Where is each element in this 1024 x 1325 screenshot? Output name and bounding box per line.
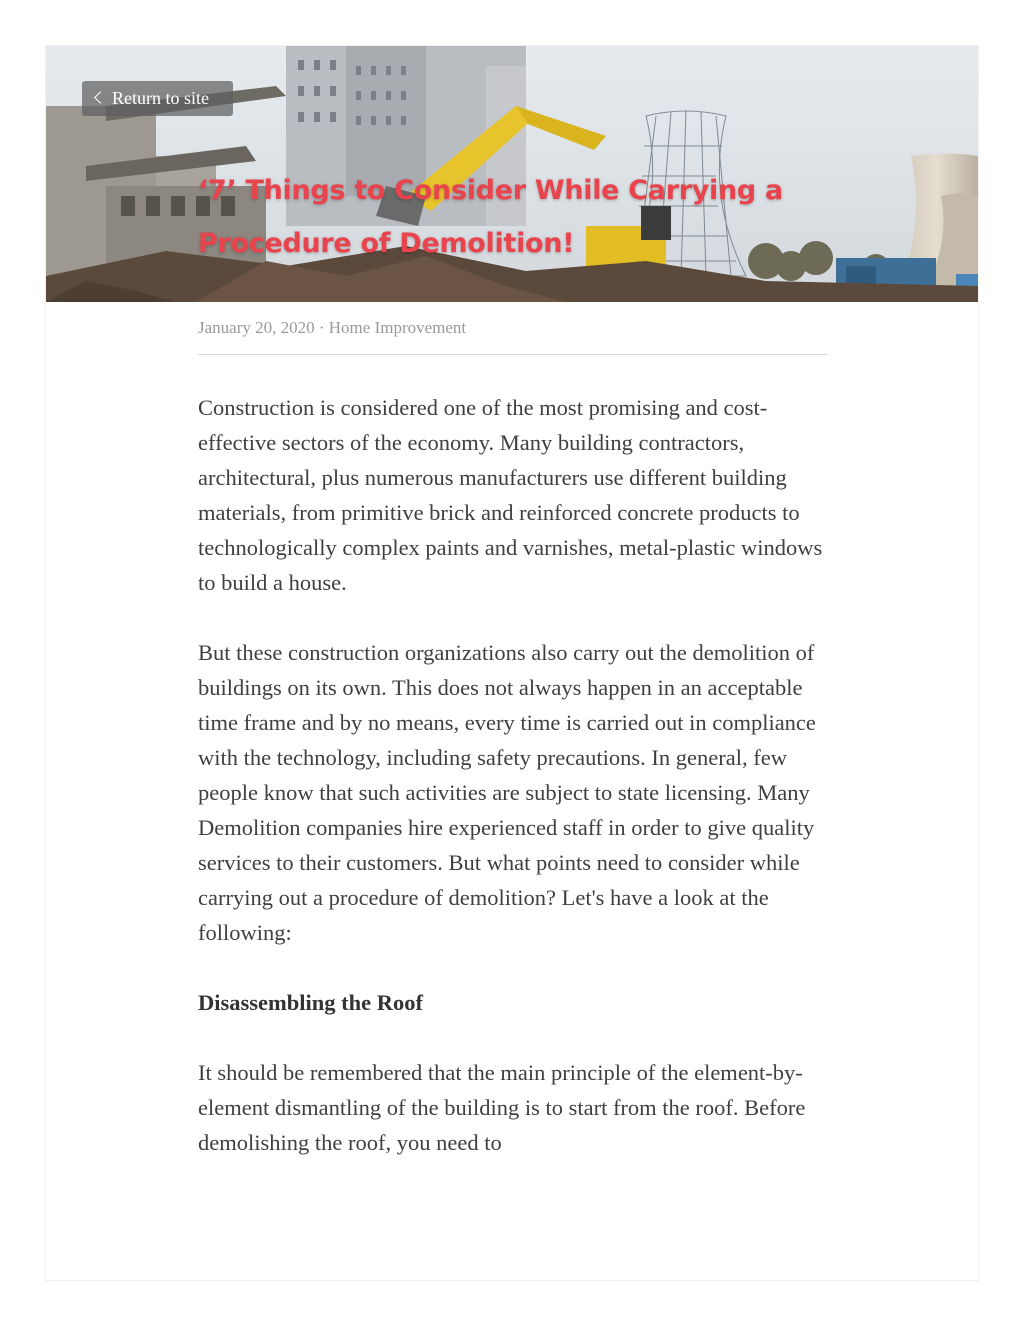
article-paragraph: It should be remembered that the main principle of the element-by-element dismantling of the building is to start from the roof. Before demolishing the roof, you need to — [198, 1060, 806, 1155]
article-body — [198, 390, 838, 1195]
post-meta: January 20, 2020 · Home Improvement — [198, 318, 467, 337]
article-page — [46, 46, 978, 1280]
article-paragraph: But these construction organizations also carry out the demolition of buildings on its own. This does not always happen in an acceptable time frame and by no means, every time is carried out in compliance with the technology, including safety precautions. In general, few people know that such activities are subject to state licensing. Many Demolition companies hire experienced staff in order to give quality services to their customers. But what points need to consider while carrying out a procedure of demolition? Let's have a look at the following: — [198, 640, 816, 945]
article-paragraph: Construction is considered one of the most promising and cost-effective sectors of the economy. Many building contractors, architectural, plus numerous manufacturers use different building materials, from primitive brick and reinforced concrete products to technologically complex paints and varnishes, metal-plastic windows to build a house. — [198, 395, 823, 595]
section-heading: Disassembling the Roof — [198, 990, 424, 1015]
chevron-left-icon — [94, 91, 107, 104]
hero-banner — [46, 46, 978, 302]
return-to-site-label: Return to site — [112, 88, 209, 108]
article-title: ‘7’ Things to Consider While Carrying a Procedure of Demolition! — [198, 175, 783, 259]
meta-divider — [198, 354, 827, 355]
return-to-site-button[interactable] — [82, 81, 233, 116]
